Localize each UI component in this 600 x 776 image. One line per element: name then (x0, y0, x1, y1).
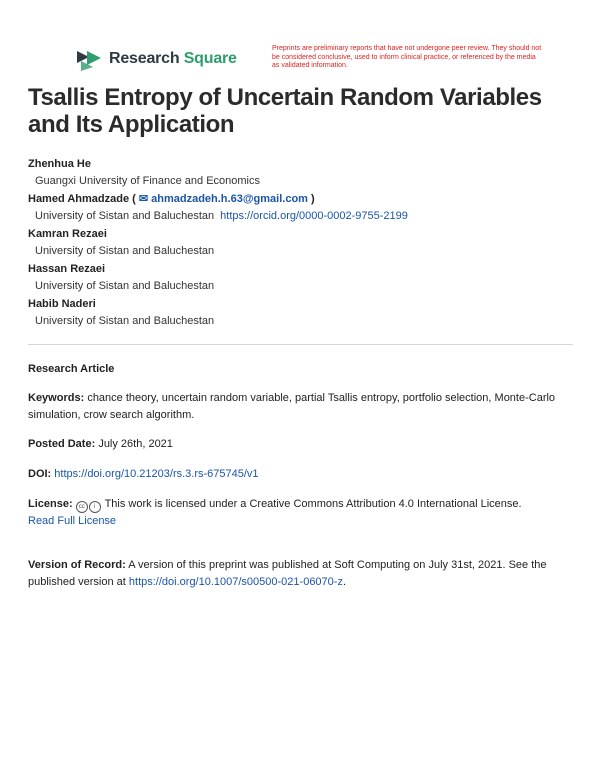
doi (28, 466, 573, 483)
posted-date (28, 436, 573, 453)
posted-date-value: July 26th, 2021 (98, 438, 173, 450)
author-affiliation: University of Sistan and Baluchestan (35, 315, 215, 327)
orcid-link[interactable]: https://orcid.org/0000-0002-9755-2199 (220, 210, 408, 222)
preprint-notice: Preprints are preliminary reports that have not undergone peer review. They should not be considered conclusive, used to inform clinical practice, or referenced by the media as validated information. (272, 45, 542, 69)
brand-word-square: Square (183, 50, 237, 67)
author-affiliation-row (28, 208, 578, 225)
author-affiliation: University of Sistan and Baluchestan (35, 245, 215, 257)
divider (28, 344, 573, 345)
author-name: Habib Naderi (28, 298, 96, 310)
read-full-license-link[interactable]: Read Full License (28, 515, 117, 527)
author-affiliation: University of Sistan and Baluchestan (35, 210, 215, 222)
license-text: This work is licensed under a Creative Commons Attribution 4.0 International License. (104, 498, 522, 510)
published-version-link[interactable]: https://doi.org/10.1007/s00500-021-06070-z (128, 576, 343, 588)
version-end: . (342, 576, 347, 588)
license-label: License: (28, 498, 73, 510)
keywords-label: Keywords: (28, 392, 85, 404)
paper-title: Tsallis Entropy of Uncertain Random Variables and Its Application (28, 84, 542, 138)
author-name: Hassan Rezaei (28, 263, 106, 275)
author-email: ahmadzadeh.h.63@gmail.com (151, 193, 308, 205)
research-square-logo[interactable] (75, 47, 237, 71)
envelope-icon: ✉ (138, 193, 149, 205)
author-affiliation: University of Sistan and Baluchestan (35, 280, 215, 292)
posted-date-label: Posted Date: (28, 438, 96, 450)
version-text: A version of this preprint was published at Soft Computing on July 31st, 2021. See the published version at (28, 559, 547, 588)
brand-word-research: Research (109, 50, 180, 67)
author-name: Zhenhua He (28, 158, 91, 170)
by-icon: i (89, 501, 101, 513)
doi-label: DOI: (28, 468, 52, 480)
doi-link[interactable]: https://doi.org/10.21203/rs.3.rs-675745/v1 (54, 468, 259, 480)
keywords-text: chance theory, uncertain random variable, partial Tsallis entropy, portfolio selection, Monte-Carlo simulation, crow search algorithm. (28, 392, 556, 421)
license (28, 496, 573, 530)
author-email-link[interactable] (139, 193, 308, 205)
article-type: Research Article (28, 363, 115, 375)
author-affiliation: Guangxi University of Finance and Economics (35, 175, 260, 187)
author-list (28, 155, 578, 330)
author-name: Kamran Rezaei (28, 228, 107, 240)
cc-icon: cc (76, 501, 88, 513)
author-name-with-email: Hamed Ahmadzade ( ✉ ahmadzadeh.h.63@gmail.com ) (28, 193, 315, 205)
keywords (28, 390, 573, 424)
version-of-record (28, 557, 573, 591)
brand-name (109, 50, 237, 68)
research-square-logo-icon (75, 47, 103, 71)
version-label: Version of Record: (28, 559, 126, 571)
author-name: Hamed Ahmadzade (28, 193, 130, 205)
